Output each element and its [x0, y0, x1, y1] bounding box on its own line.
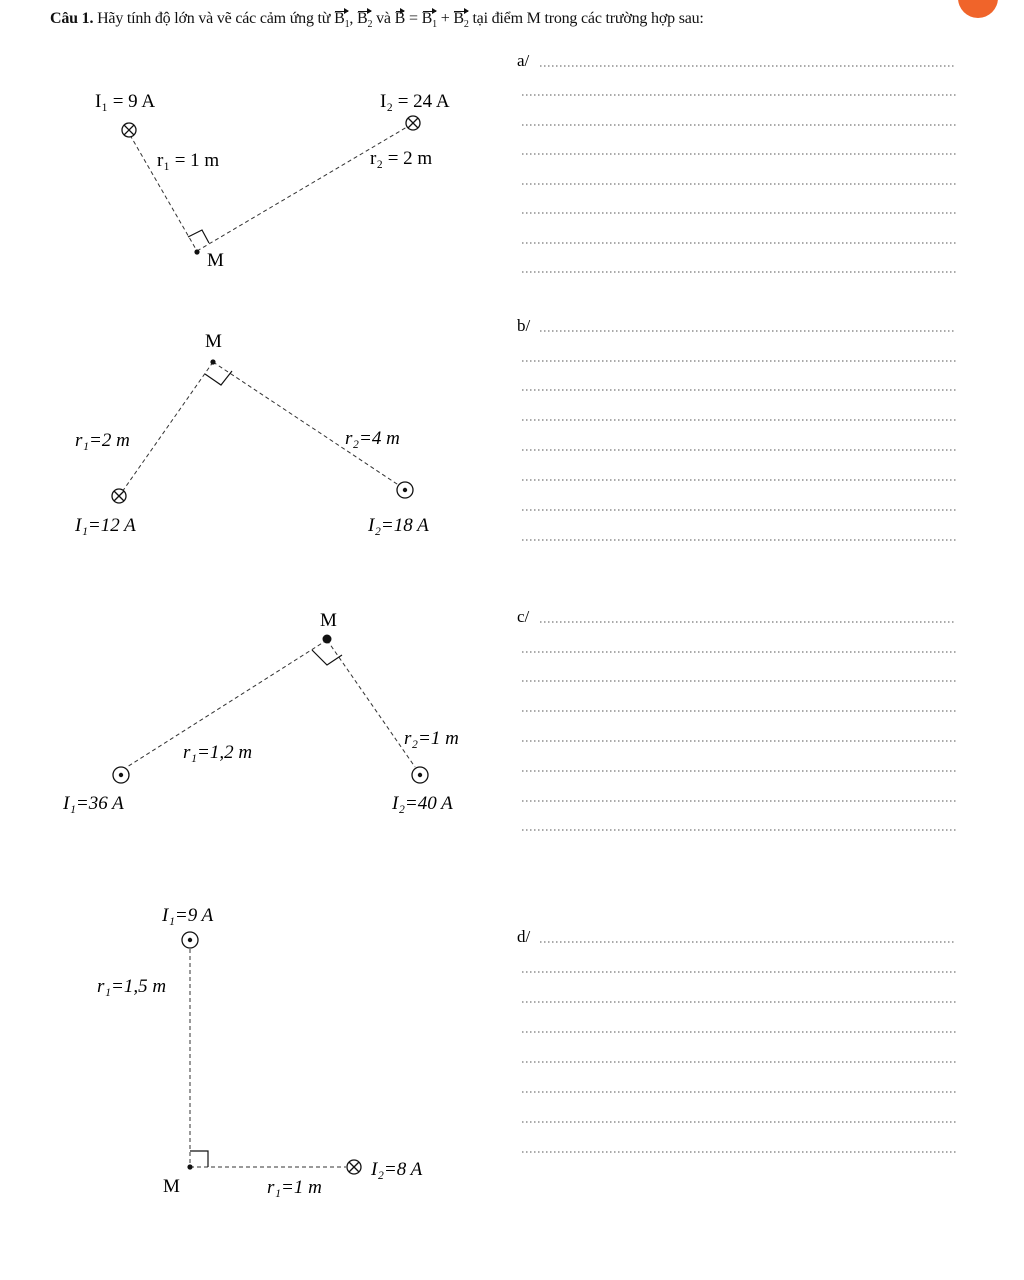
answer-lines-d [522, 942, 956, 1152]
fig-a-m-label: M [207, 250, 224, 271]
fig-b-r1-label: r₁=2 m [75, 430, 130, 451]
fig-a-i1-label: I₁ = 9 A [95, 91, 156, 112]
question-text-before: Hãy tính độ lớn và vẽ các cảm ứng từ [97, 10, 331, 27]
fig-c-m-label: M [320, 610, 337, 631]
answer-label-c: c/ [517, 607, 530, 626]
fig-b-i2-label: I₂=18 A [368, 515, 429, 536]
vector-b2: $B_2$ [357, 10, 373, 31]
answer-label-d: d/ [517, 927, 531, 946]
fig-a-r2-label: r₂ = 2 m [370, 148, 433, 169]
fig-d-i1-label: I₁=9 A [162, 905, 214, 926]
plus-sign: + [440, 10, 450, 27]
fig-c-r1-label: r₁=1,2 m [183, 742, 253, 763]
fig-d-i2-label: I₂=8 A [371, 1159, 423, 1180]
fig-c-i2-label: I₂=40 A [392, 793, 453, 814]
fig-d-r1-vertical-label: r₁=1,5 m [97, 976, 167, 997]
answer-label-a: a/ [517, 51, 530, 70]
fig-b-i1-label: I₁=12 A [75, 515, 136, 536]
question-text-after: tại điểm M trong các trường hợp sau: [472, 10, 704, 27]
answer-lines-b [522, 331, 956, 540]
answer-lines-c [522, 622, 956, 830]
comma: , [349, 10, 354, 27]
fig-a-i2-label: I₂ = 24 A [380, 91, 450, 112]
fig-a-r1-label: r₁ = 1 m [157, 150, 220, 171]
question-number: Câu 1. [50, 10, 94, 27]
fig-d-m-label: M [163, 1176, 180, 1197]
fig-b-m-label: M [205, 331, 222, 352]
vector-b2-sum: $B_2$ [453, 10, 469, 31]
fig-c-r2-label: r₂=1 m [404, 728, 459, 749]
vector-b1-sum: $B_1$ [421, 10, 437, 31]
vector-b1: $B_1$ [334, 10, 350, 31]
answer-label-b: b/ [517, 316, 531, 335]
equals-sign: = [408, 10, 418, 27]
and-word: và [376, 10, 391, 27]
fig-c-i1-label: I₁=36 A [63, 793, 124, 814]
answer-lines-a [522, 66, 956, 272]
fig-b-r2-label: r₂=4 m [345, 428, 400, 449]
fig-d-r1-horizontal-label: r₁=1 m [267, 1177, 322, 1198]
vector-b: B [394, 10, 406, 27]
